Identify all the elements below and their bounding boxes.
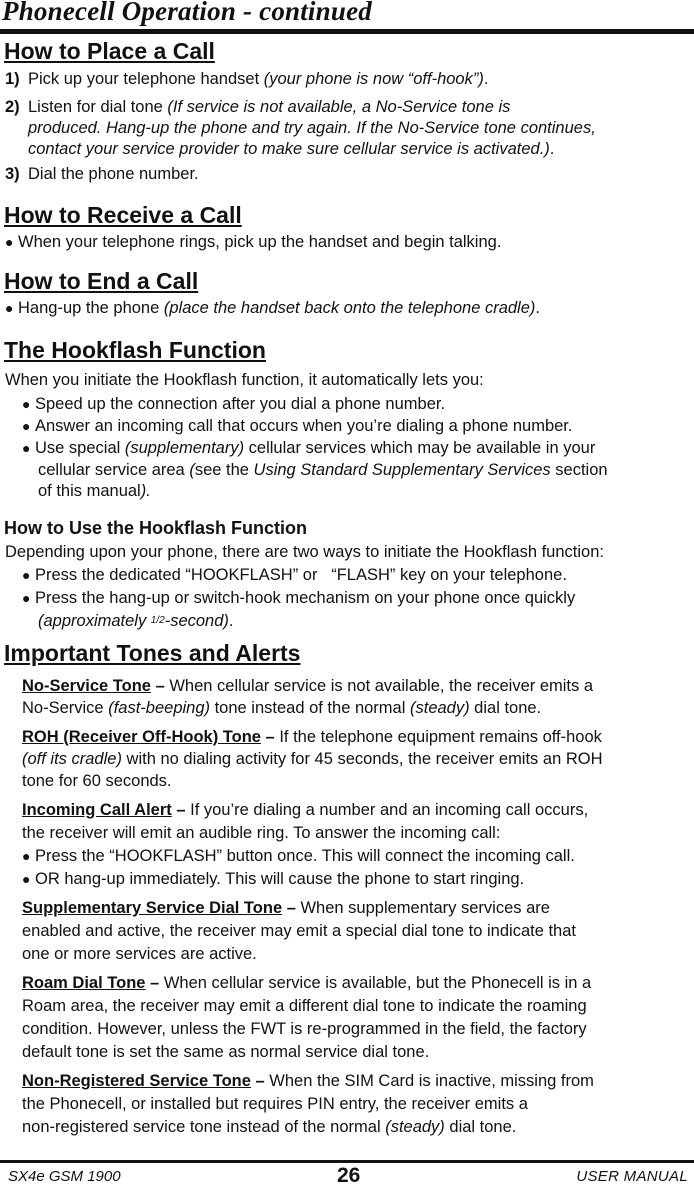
tone-note: (off its cradle) [22,750,122,768]
hookflash-bullet-3-line-2 [38,460,608,481]
tone-note: (steady) [409,699,470,717]
bullet-icon: ● [22,848,31,864]
hookflash-heading: The Hookflash Function [4,337,266,363]
footer-model: SX4e GSM 1900 [8,1168,121,1185]
tone-label: Incoming Call Alert [22,801,172,819]
bullet-text: Press the hang-up or switch-hook mechanism on your phone once quickly [35,589,576,607]
step-text: Pick up your telephone handset [28,70,264,88]
page-number: 26 [337,1164,361,1187]
tone-text: non-registered service tone instead of the normal [22,1118,386,1136]
step-note: (If service is not available, a No-Service tone is [167,98,511,116]
tone-text: When supplementary services are [300,899,550,917]
supp-line-1 [22,898,550,919]
roh-line-2 [22,749,603,770]
place-call-heading: How to Place a Call [4,38,215,64]
use-hookflash-heading: How to Use the Hookflash Function [4,518,308,538]
tone-text: When cellular service is available, but the Phonecell is in a [163,974,592,992]
bullet-text: OR hang-up immediately. This will cause the phone to start ringing. [35,870,525,888]
step-3 [5,164,199,185]
incoming-line-1 [22,800,588,821]
bullet-text: Speed up the connection after you dial a phone number. [35,395,446,413]
fraction: 1/2 [150,615,165,626]
line-text: cellular service area [38,461,190,479]
line-text: -second) [164,612,229,630]
no-service-line-2 [22,698,541,719]
incoming-bullet-1 [22,846,575,867]
incoming-line-2: the receiver will emit an audible ring. To answer the incoming call: [22,824,501,842]
tone-label: No-Service Tone [22,677,151,695]
end-call-bullet [5,298,540,319]
step-number: 3) [5,165,20,183]
use-hookflash-bullet-1 [22,565,567,586]
step-text: Dial the phone number. [28,165,199,183]
tone-text: dial tone. [444,1118,517,1136]
bullet-text: Answer an incoming call that occurs when you’re dialing a phone number. [35,417,573,435]
nonreg-line-3 [22,1117,516,1138]
step-note: (your phone is now “off-hook”) [263,70,484,88]
step-2 [5,97,510,118]
tone-text: No-Service [22,699,109,717]
hookflash-bullet-2 [22,416,572,437]
tone-text: dial tone. [469,699,542,717]
line-text: see the [194,461,254,479]
bullet-icon: ● [22,418,31,434]
bullet-icon: ● [5,300,14,316]
line-text: (approximately [38,612,151,630]
step-end: . [483,70,489,88]
step-number: 2) [5,98,20,116]
tone-label: Non-Registered Service Tone [22,1072,251,1090]
roam-line-3: condition. However, unless the FWT is re-programmed in the field, the factory [22,1020,587,1038]
footer-manual: USER MANUAL [576,1168,688,1185]
bullet-icon: ● [22,590,31,606]
use-hookflash-bullet-2 [22,588,575,609]
header-rule [0,29,694,34]
supp-line-2: enabled and active, the receiver may emit a special dial tone to indicate that [22,922,576,940]
bullet-icon: ● [22,440,31,456]
receive-call-heading: How to Receive a Call [4,202,242,228]
tone-text: When cellular service is not available, the receiver emits a [169,677,594,695]
dash: – [145,974,164,992]
tone-label: ROH (Receiver Off-Hook) Tone [22,728,261,746]
step-1 [5,69,488,90]
incoming-bullet-2 [22,869,524,890]
footer-rule [0,1160,694,1163]
step-text: Listen for dial tone [28,98,168,116]
hookflash-intro: When you initiate the Hookflash function, it automatically lets you: [5,371,484,389]
use-hookflash-intro: Depending upon your phone, there are two ways to initiate the Hookflash function: [5,543,604,561]
bullet-icon: ● [5,234,14,250]
roh-line-3: tone for 60 seconds. [22,772,172,790]
bullet-text: Use special [35,439,125,457]
tone-note: (steady) [385,1118,445,1136]
bullet-icon: ● [22,567,31,583]
hookflash-bullet-3-line-3 [38,481,151,502]
nonreg-line-2: the Phonecell, or installed but requires PIN entry, the receiver emits a [22,1095,528,1113]
hookflash-bullet-1 [22,394,445,415]
bullet-text: Press the dedicated “HOOKFLASH” or “FLASH” key on your telephone. [35,566,567,584]
section-reference: Using Standard Supplementary Services [253,461,551,479]
tone-text: When the SIM Card is inactive, missing from [269,1072,594,1090]
step-2-line-3 [28,139,554,160]
bullet-end: . [535,299,540,317]
tones-heading: Important Tones and Alerts [4,640,301,666]
bullet-text: When your telephone rings, pick up the handset and begin talking. [18,233,502,251]
supp-line-3: one or more services are active. [22,945,257,963]
receive-call-bullet [5,232,501,253]
tone-text: If the telephone equipment remains off-hook [279,728,602,746]
no-service-line-1 [22,676,593,697]
step-2-line-2: produced. Hang-up the phone and try again. If the No-Service tone continues, [28,119,596,137]
bullet-text-cont: cellular services which may be available in your [244,439,596,457]
bullet-note: (place the handset back onto the telephone cradle) [163,299,536,317]
use-hookflash-bullet-2-line-2 [38,610,234,632]
roam-line-2: Roam area, the receiver may emit a different dial tone to indicate the roaming [22,997,587,1015]
line-end: . [228,612,234,630]
hookflash-bullet-3 [22,438,595,459]
paren-end: ). [140,482,151,500]
dash: – [282,899,301,917]
roam-line-1 [22,973,591,994]
bullet-icon: ● [22,396,31,412]
roh-line-1 [22,727,602,748]
page-title: Phonecell Operation - continued [2,0,372,26]
line-text: of this manual [38,482,141,500]
bullet-text: Press the “HOOKFLASH” button once. This will connect the incoming call. [35,847,575,865]
tone-text: tone instead of the normal [210,699,410,717]
dash: – [171,801,191,819]
step-note: contact your service provider to make sure cellular service is activated.) [28,140,550,158]
bullet-note: (supplementary) [124,439,245,457]
tone-label: Roam Dial Tone [22,974,146,992]
end-call-heading: How to End a Call [4,268,199,294]
tone-label: Supplementary Service Dial Tone [22,899,283,917]
step-number: 1) [5,70,20,88]
step-end: . [549,140,555,158]
bullet-icon: ● [22,871,31,887]
roam-line-4: default tone is set the same as normal service dial tone. [22,1043,430,1061]
paren: ( [189,461,195,479]
nonreg-line-1 [22,1071,594,1092]
line-text: section [550,461,608,479]
dash: – [150,677,170,695]
tone-text: If you’re dialing a number and an incoming call occurs, [190,801,589,819]
dash: – [250,1072,270,1090]
dash: – [260,728,280,746]
tone-note: (fast-beeping) [108,699,211,717]
tone-text: with no dialing activity for 45 seconds, the receiver emits an ROH [121,750,603,768]
bullet-text: Hang-up the phone [18,299,164,317]
